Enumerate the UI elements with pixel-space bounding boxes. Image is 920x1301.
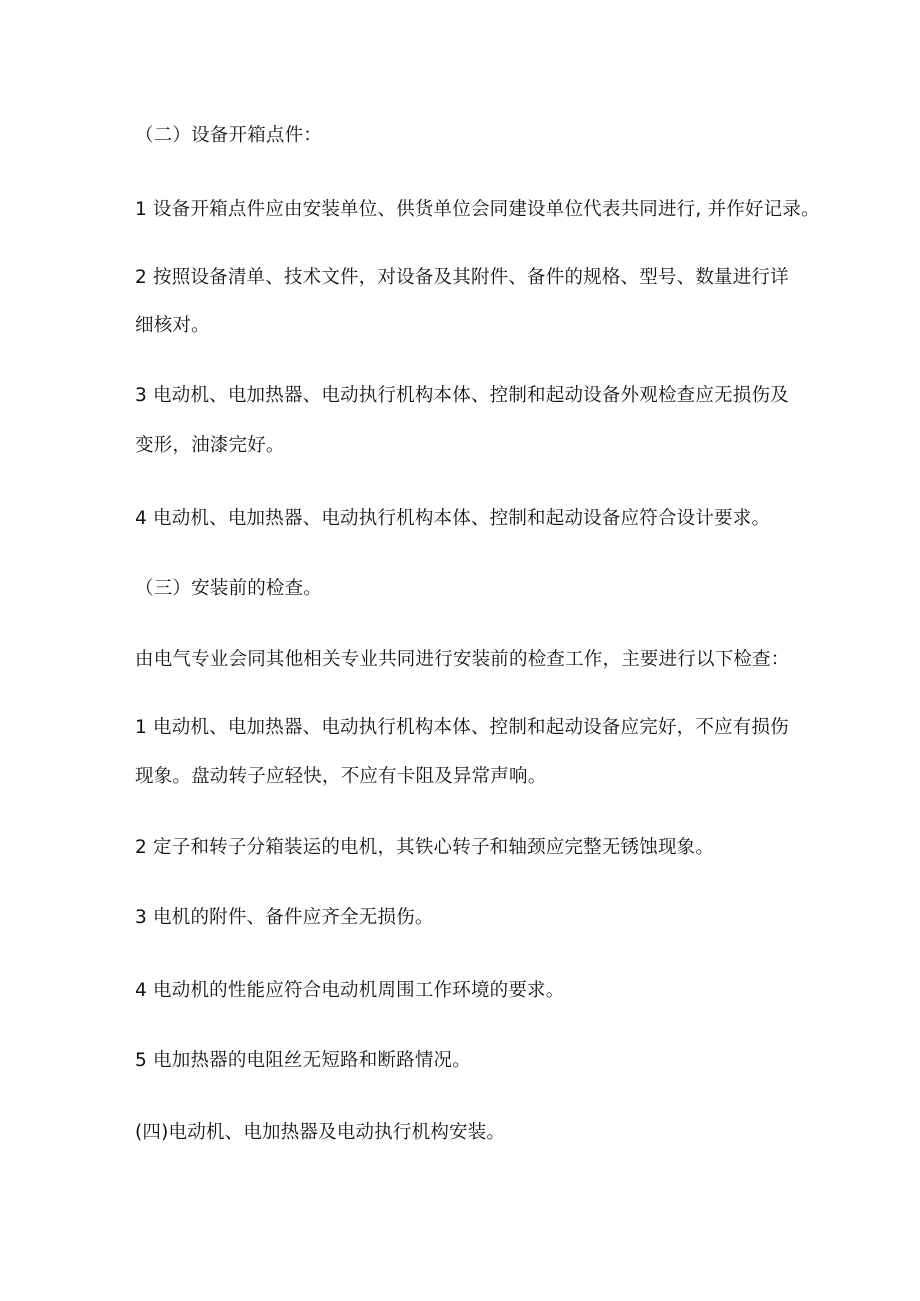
section-2-item-1: 1 设备开箱点件应由安装单位、供货单位会同建设单位代表共同进行, 并作好记录。 <box>135 199 820 220</box>
section-2-item-3-line-1: 3 电动机、电加热器、电动执行机构本体、控制和起动设备外观检查应无损伤及 <box>135 385 789 406</box>
section-3-item-3: 3 电机的附件、备件应齐全无损伤。 <box>135 907 434 928</box>
section-3-intro: 由电气专业会同其他相关专业共同进行安装前的检查工作，主要进行以下检查： <box>135 649 790 670</box>
section-3-item-1-line-1: 1 电动机、电加热器、电动执行机构本体、控制和起动设备应完好，不应有损伤 <box>135 717 789 738</box>
section-3-item-4: 4 电动机的性能应符合电动机周围工作环境的要求。 <box>135 980 565 1001</box>
section-3-item-5: 5 电加热器的电阻丝无短路和断路情况。 <box>135 1050 471 1071</box>
section-2-item-2-line-2: 细核对。 <box>135 315 210 336</box>
section-2-item-4: 4 电动机、电加热器、电动执行机构本体、控制和起动设备应符合设计要求。 <box>135 508 771 529</box>
section-3-heading: （三）安装前的检查。 <box>135 578 323 599</box>
section-2-heading: （二）设备开箱点件： <box>135 125 323 146</box>
section-4-heading: (四)电动机、电加热器及电动执行机构安装。 <box>135 1122 506 1143</box>
section-2-item-3-line-2: 变形，油漆完好。 <box>135 435 285 456</box>
section-3-item-2: 2 定子和转子分箱装运的电机，其铁心转子和轴颈应完整无锈蚀现象。 <box>135 837 715 858</box>
section-3-item-1-line-2: 现象。盘动转子应轻快，不应有卡阻及异常声响。 <box>135 766 547 787</box>
section-2-item-2-line-1: 2 按照设备清单、技术文件，对设备及其附件、备件的规格、型号、数量进行详 <box>135 267 789 288</box>
